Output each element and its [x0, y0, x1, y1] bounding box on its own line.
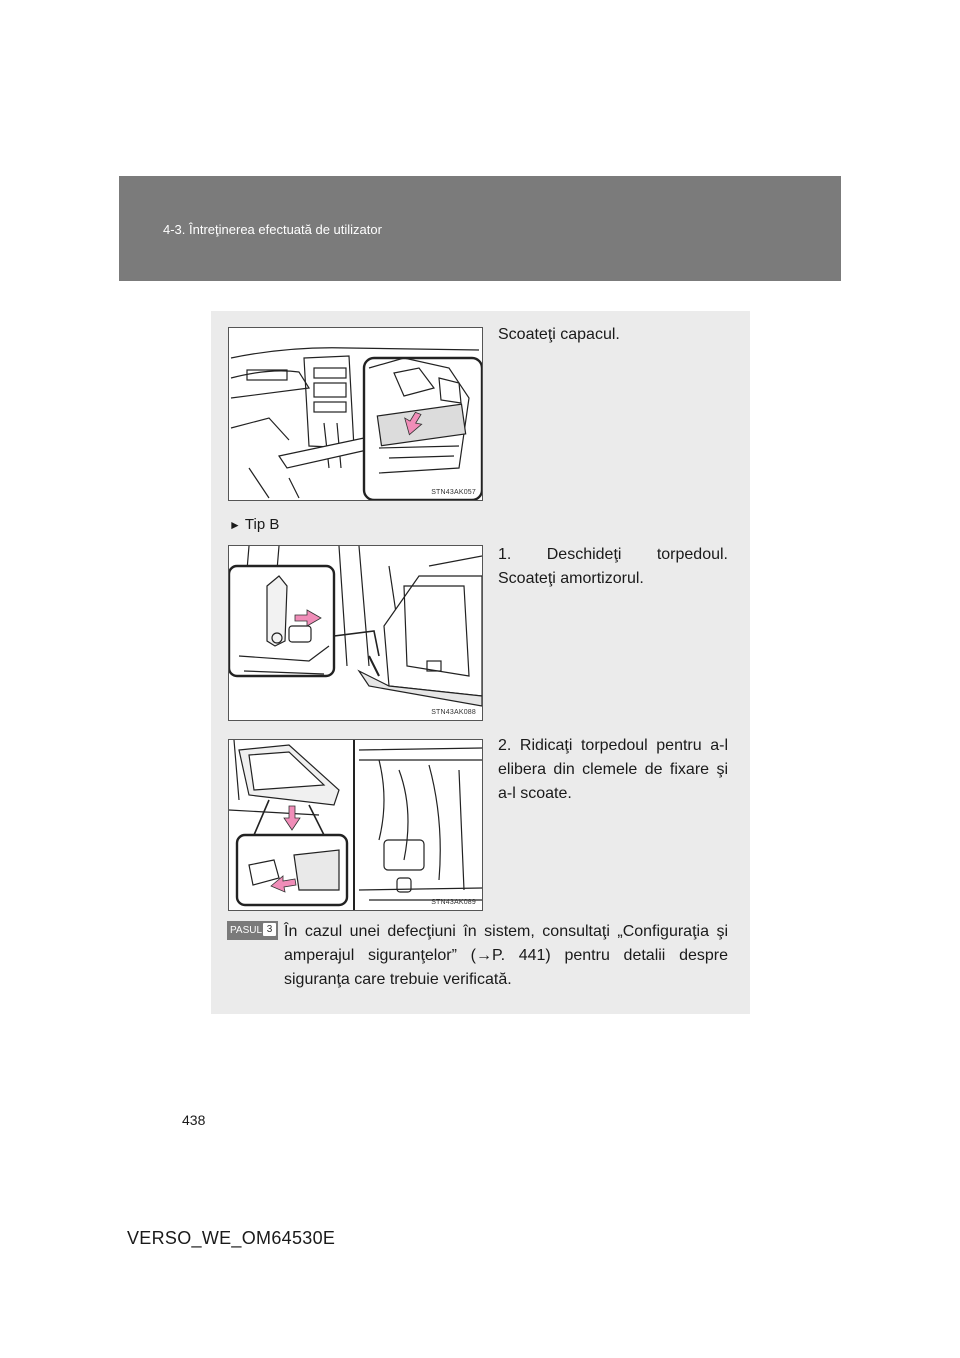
tip-b-label: Tip B: [244, 516, 280, 533]
figure-code: STN43AK089: [431, 899, 476, 906]
step-badge-label: PASUL: [230, 925, 263, 936]
page-number: 438: [182, 1112, 206, 1128]
step-3-text: În cazul unei defecţiuni în sistem, consultaţi „Configuraţia şi amperajul siguranţelor” (→P. 441) pentru detalii despre siguranţa care trebuie verificată.: [284, 923, 728, 988]
figure-remove-cover: [228, 327, 483, 501]
step-badge: [227, 921, 278, 940]
figure-remove-glovebox: [228, 739, 483, 911]
triangle-marker-icon: ►: [229, 518, 241, 532]
tip-b-heading: [229, 516, 279, 533]
section-header: [119, 176, 841, 281]
dashboard-cover-illustration: [229, 328, 482, 500]
step-2-text: [498, 734, 728, 806]
document-code: VERSO_WE_OM64530E: [127, 1228, 336, 1248]
figure-code: STN43AK088: [431, 709, 476, 716]
step-2-content: 2. Ridicaţi torpedoul pentru a-l elibera din clemele de fixare şi a-l scoate.: [498, 737, 728, 802]
step-badge-number: 3: [263, 923, 276, 936]
figure-open-glovebox: [228, 545, 483, 721]
glovebox-clips-illustration: [229, 740, 482, 910]
figure-code: STN43AK057: [431, 489, 476, 496]
step-remove-cover-text: Scoateţi capacul.: [498, 326, 620, 343]
instruction-panel: [211, 311, 750, 1014]
step-1-content: 1. Deschideţi torpedoul. Scoateţi amortizorul.: [498, 546, 728, 587]
glovebox-damper-illustration: [229, 546, 482, 720]
step-1-text: [498, 543, 728, 591]
section-title: 4-3. Întreţinerea efectuată de utilizator: [163, 222, 382, 237]
